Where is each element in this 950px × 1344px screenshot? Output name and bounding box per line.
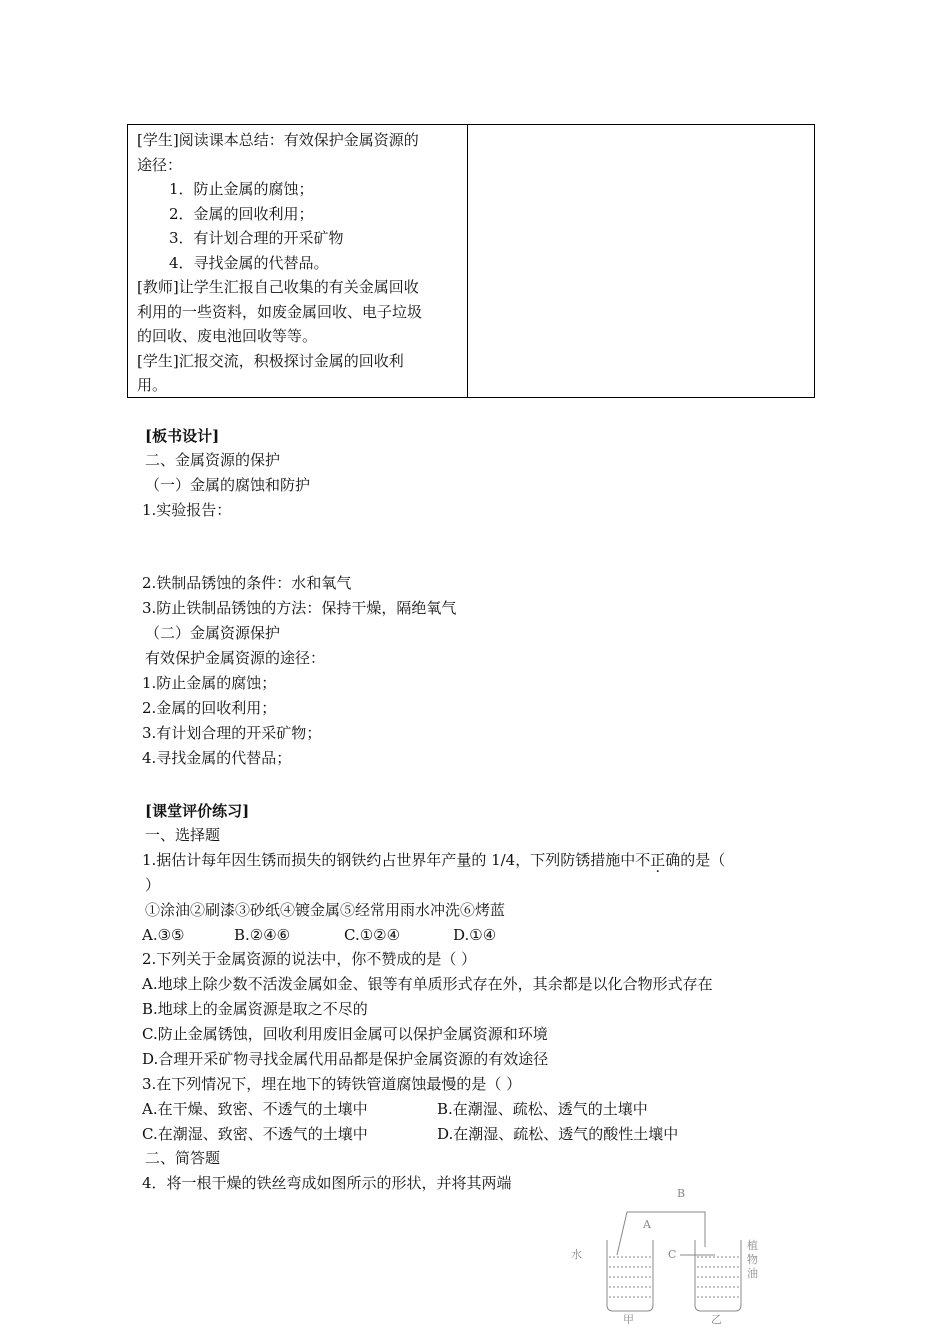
question-items: ①涂油②刷漆③砂纸④镀金属⑤经常用雨水冲洗⑥烤蓝 [145,901,506,919]
table-line: [学生]汇报交流，积极探讨金属的回收利 [137,351,404,370]
option-a: A.在干燥、致密、不透气的土壤中 [142,1100,368,1118]
label-oil: 物 [747,1253,758,1266]
label-b: B [677,1187,686,1200]
label-c: C [668,1248,677,1261]
option-c: C.①②④ [344,926,401,944]
table-line: [学生]阅读课本总结：有效保护金属资源的 [137,131,419,149]
table-line: 途径： [137,155,183,174]
question-4: 4．将一根干燥的铁丝弯成如图所示的形状，并将其两端 [142,1174,512,1192]
label-a: A [643,1218,651,1231]
table-line: 2．金属的回收利用； [169,204,314,223]
table-line: 3．有计划合理的开采矿物 [169,229,344,247]
board-line: 2.铁制品锈蚀的条件：水和氧气 [142,574,352,592]
option-d: D.合理开采矿物寻找金属代用品都是保护金属资源的有效途径 [142,1050,549,1068]
board-line: 3.防止铁制品锈蚀的方法：保持干燥，隔绝氧气 [142,599,457,617]
option-c: C.防止金属锈蚀，回收利用废旧金属可以保护金属资源和环境 [142,1025,548,1043]
option-d: D.①④ [453,926,497,944]
table-right-cell [468,125,814,397]
question-3: 3.在下列情况下，埋在地下的铸铁管道腐蚀最慢的是（ ） [142,1075,522,1093]
option-b: B.②④⑥ [234,926,291,944]
label-yi: 乙 [711,1313,722,1325]
option-b: B.在潮湿、疏松、透气的土壤中 [437,1100,648,1118]
table-line: 4．寻找金属的代替品。 [169,253,329,272]
lesson-table [127,124,815,398]
table-line: [教师]让学生汇报自己收集的有关金属回收 [137,278,419,296]
question-2: 2.下列关于金属资源的说法中，你不赞成的是（ ） [142,950,477,968]
label-oil: 植 [747,1239,758,1252]
experiment-figure [565,1185,765,1325]
table-line: 利用的一些资料，如废金属回收、电子垃圾 [137,302,423,321]
table-line: 用。 [137,376,168,394]
board-line: 1.实验报告： [142,501,232,519]
question-1 [142,849,725,871]
board-line: （一）金属的腐蚀和防护 [145,476,311,494]
board-line: 1.防止金属的腐蚀； [142,674,277,692]
label-oil: 油 [747,1267,758,1280]
option-b: B.地球上的金属资源是取之不尽的 [142,1000,368,1018]
question-text: ） [145,876,161,894]
label-jia: 甲 [623,1313,634,1325]
question-text: 1.据估计每年因生锈而损失的钢铁约占世界年产量的 1/4，下列防锈措施中 [142,851,636,869]
board-line: 3.有计划合理的开采矿物； [142,724,322,742]
board-line: 二、金属资源的保护 [145,451,281,469]
label-water: 水 [571,1248,582,1261]
section-title: 二、简答题 [145,1149,221,1167]
board-line: 有效保护金属资源的途径： [145,649,326,667]
option-a: A.③⑤ [142,926,185,944]
question-text: 的是（ [680,851,726,869]
board-heading: [板书设计] [145,427,220,445]
board-line: 4.寻找金属的代替品； [142,749,292,767]
emphasis-text: 不正确 [635,851,681,869]
board-line: （二）金属资源保护 [145,624,281,642]
exercise-heading: [课堂评价练习] [145,802,250,820]
board-line: 2.金属的回收利用； [142,699,277,717]
section-title: 一、选择题 [145,826,221,844]
table-left-cell [128,125,468,397]
option-d: D.在潮湿、疏松、透气的酸性土壤中 [437,1125,679,1143]
option-c: C.在潮湿、致密、不透气的土壤中 [142,1125,368,1143]
table-line: 1．防止金属的腐蚀； [169,180,314,198]
option-a: A.地球上除少数不活泼金属如金、银等有单质形式存在外，其余都是以化合物形式存在 [142,975,713,993]
table-line: 的回收、废电池回收等等。 [137,327,318,345]
